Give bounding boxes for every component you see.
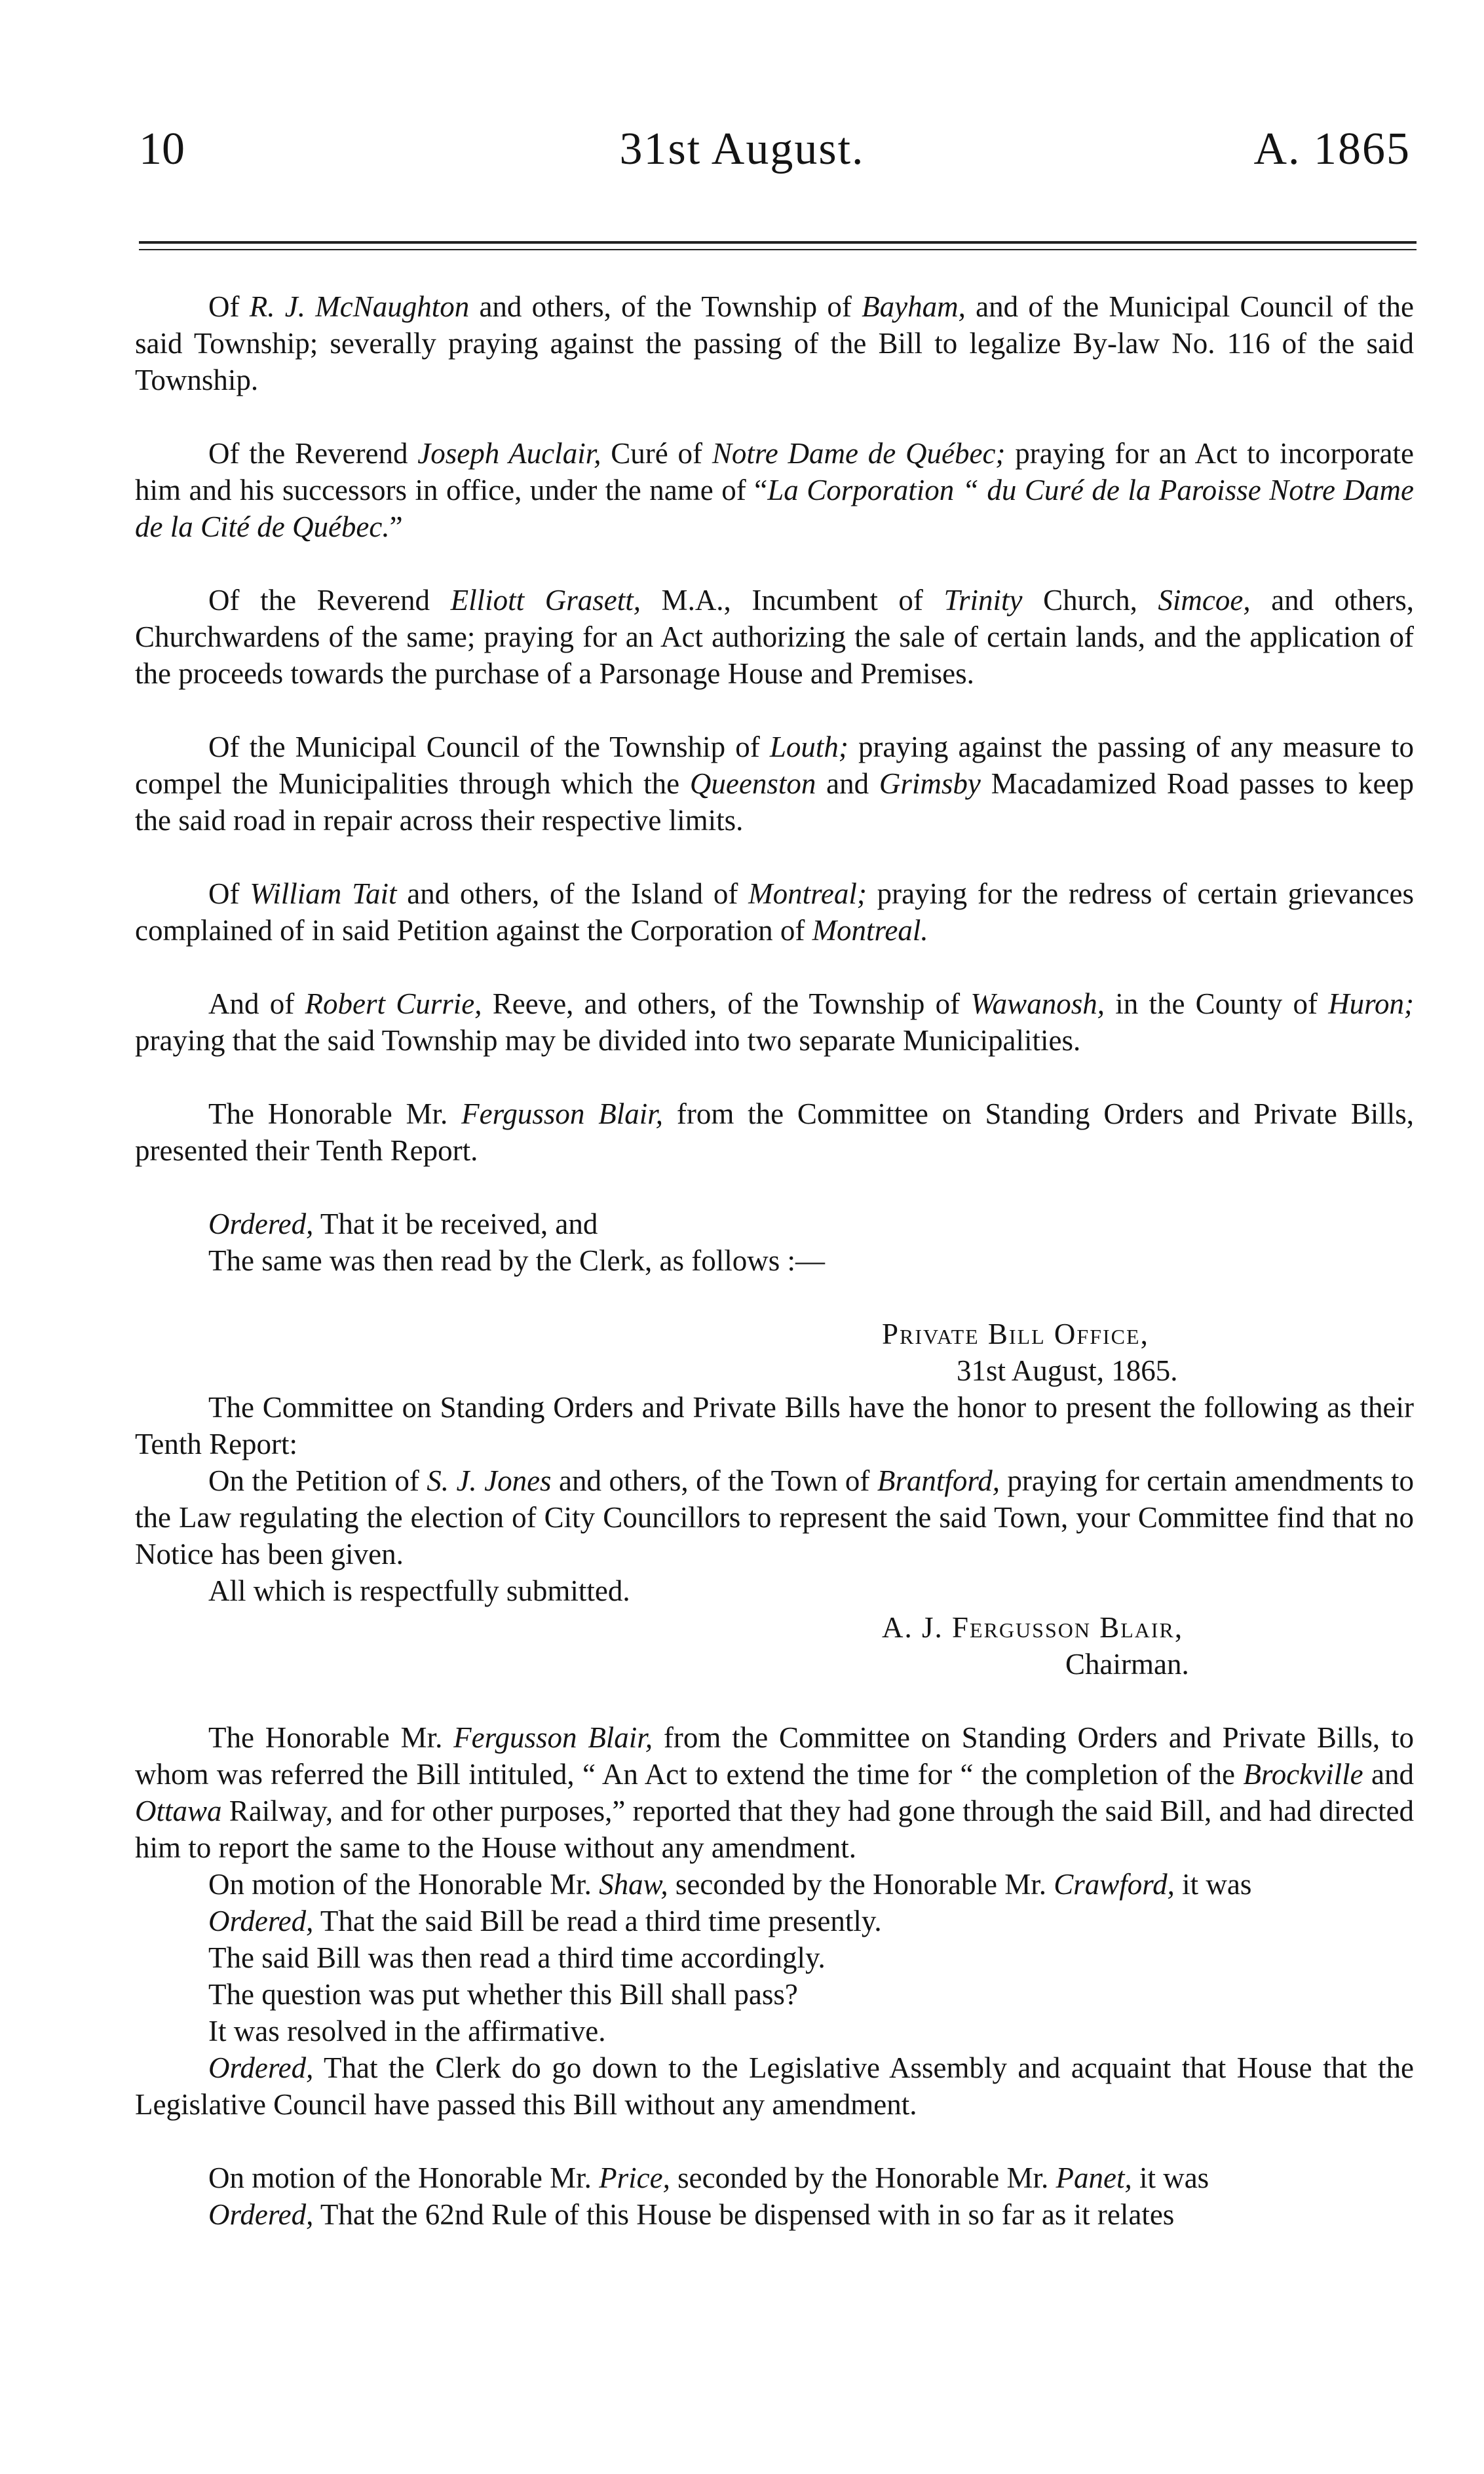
proceeding-line: The said Bill was then read a third time accordingly. <box>208 1941 826 1974</box>
read-line: The same was then read by the Clerk, as follows :— <box>208 1244 826 1277</box>
report-closing: All which is respectfully submitted. <box>208 1574 630 1607</box>
header-year: A. 1865 <box>1253 124 1411 174</box>
header-date: 31st August. <box>619 124 865 174</box>
proceeding-line: It was resolved in the affirmative. <box>208 2015 606 2047</box>
header-rule-thick <box>139 241 1417 244</box>
header-rule-thin <box>139 249 1417 250</box>
report-paragraph: The Committee on Standing Orders and Private Bills have the honor to present the following as their Tenth Report: <box>135 1391 1414 1460</box>
office-date: 31st August, 1865. <box>957 1354 1178 1387</box>
signer-name: A. J. Fergusson Blair, <box>882 1611 1184 1644</box>
petition-paragraph: Of the Reverend Joseph Auclair, Curé of Notre Dame de Québec; praying for an Act to incorporate him and his successors in office, under the name of “La Corporation “ du Curé de la Paroisse Notre Dame de la Cité de Québec.” <box>135 437 1414 543</box>
page-body <box>135 288 1414 2233</box>
petition-paragraph: Of William Tait and others, of the Island of Montreal; praying for the redress of certain grievances complained of in said Petition against the Corporation of Montreal. <box>135 877 1415 947</box>
bill-report-paragraph: The Honorable Mr. Fergusson Blair, from the Committee on Standing Orders and Private Bills, to whom was referred the Bill intituled, “ An Act to extend the time for “ the completion of the Brockville and Ottawa Railway, and for other purposes,” reported that they had gone through the said Bill, and had directed him to report the same to the House without any amendment. <box>135 1721 1414 1864</box>
ordered-line: Ordered, That the 62nd Rule of this House be dispensed with in so far as it relates <box>208 2198 1175 2231</box>
signer-title: Chairman. <box>1065 1648 1189 1681</box>
ordered-line: Ordered, That it be received, and <box>208 1208 598 1240</box>
petition-paragraph: Of the Reverend Elliott Grasett, M.A., Incumbent of Trinity Church, Simcoe, and others, Churchwardens of the same; praying for an Act authorizing the sale of certain lands, and the application of the proceeds towards the purchase of a Parsonage House and Premises. <box>135 584 1414 690</box>
report-paragraph: On the Petition of S. J. Jones and others, of the Town of Brantford, praying for certain amendments to the Law regulating the election of City Councillors to represent the said Town, your Committee find that no Notice has been given. <box>135 1464 1414 1570</box>
final-motion: On motion of the Honorable Mr. Price, seconded by the Honorable Mr. Panet, it was <box>208 2161 1209 2194</box>
running-header <box>0 123 1484 182</box>
petition-paragraph: Of R. J. McNaughton and others, of the Township of Bayham, and of the Municipal Council of the said Township; severally praying against the passing of the Bill to legalize By-law No. 116 of the said Township. <box>135 290 1415 396</box>
petition-paragraph: Of the Municipal Council of the Township of Louth; praying against the passing of any measure to compel the Municipalities through which the Queenston and Grimsby Macadamized Road passes to keep the said road in repair across their respective limits. <box>135 731 1415 837</box>
office-heading: Private Bill Office, <box>882 1318 1149 1350</box>
ordered-line: Ordered, That the Clerk do go down to the Legislative Assembly and acquaint that House that the Legislative Council have passed this Bill without any amendment. <box>135 2051 1414 2121</box>
ordered-line: Ordered, That the said Bill be read a third time presently. <box>208 1905 882 1937</box>
report-intro: The Honorable Mr. Fergusson Blair, from the Committee on Standing Orders and Private Bills, presented their Tenth Report. <box>135 1097 1414 1167</box>
petition-paragraph: And of Robert Currie, Reeve, and others, of the Township of Wawanosh, in the County of Huron; praying that the said Township may be divided into two separate Municipalities. <box>135 987 1415 1057</box>
page-number: 10 <box>139 124 185 174</box>
motion-paragraph: On motion of the Honorable Mr. Shaw, seconded by the Honorable Mr. Crawford, it was <box>208 1868 1252 1901</box>
proceeding-line: The question was put whether this Bill shall pass? <box>208 1978 798 2011</box>
